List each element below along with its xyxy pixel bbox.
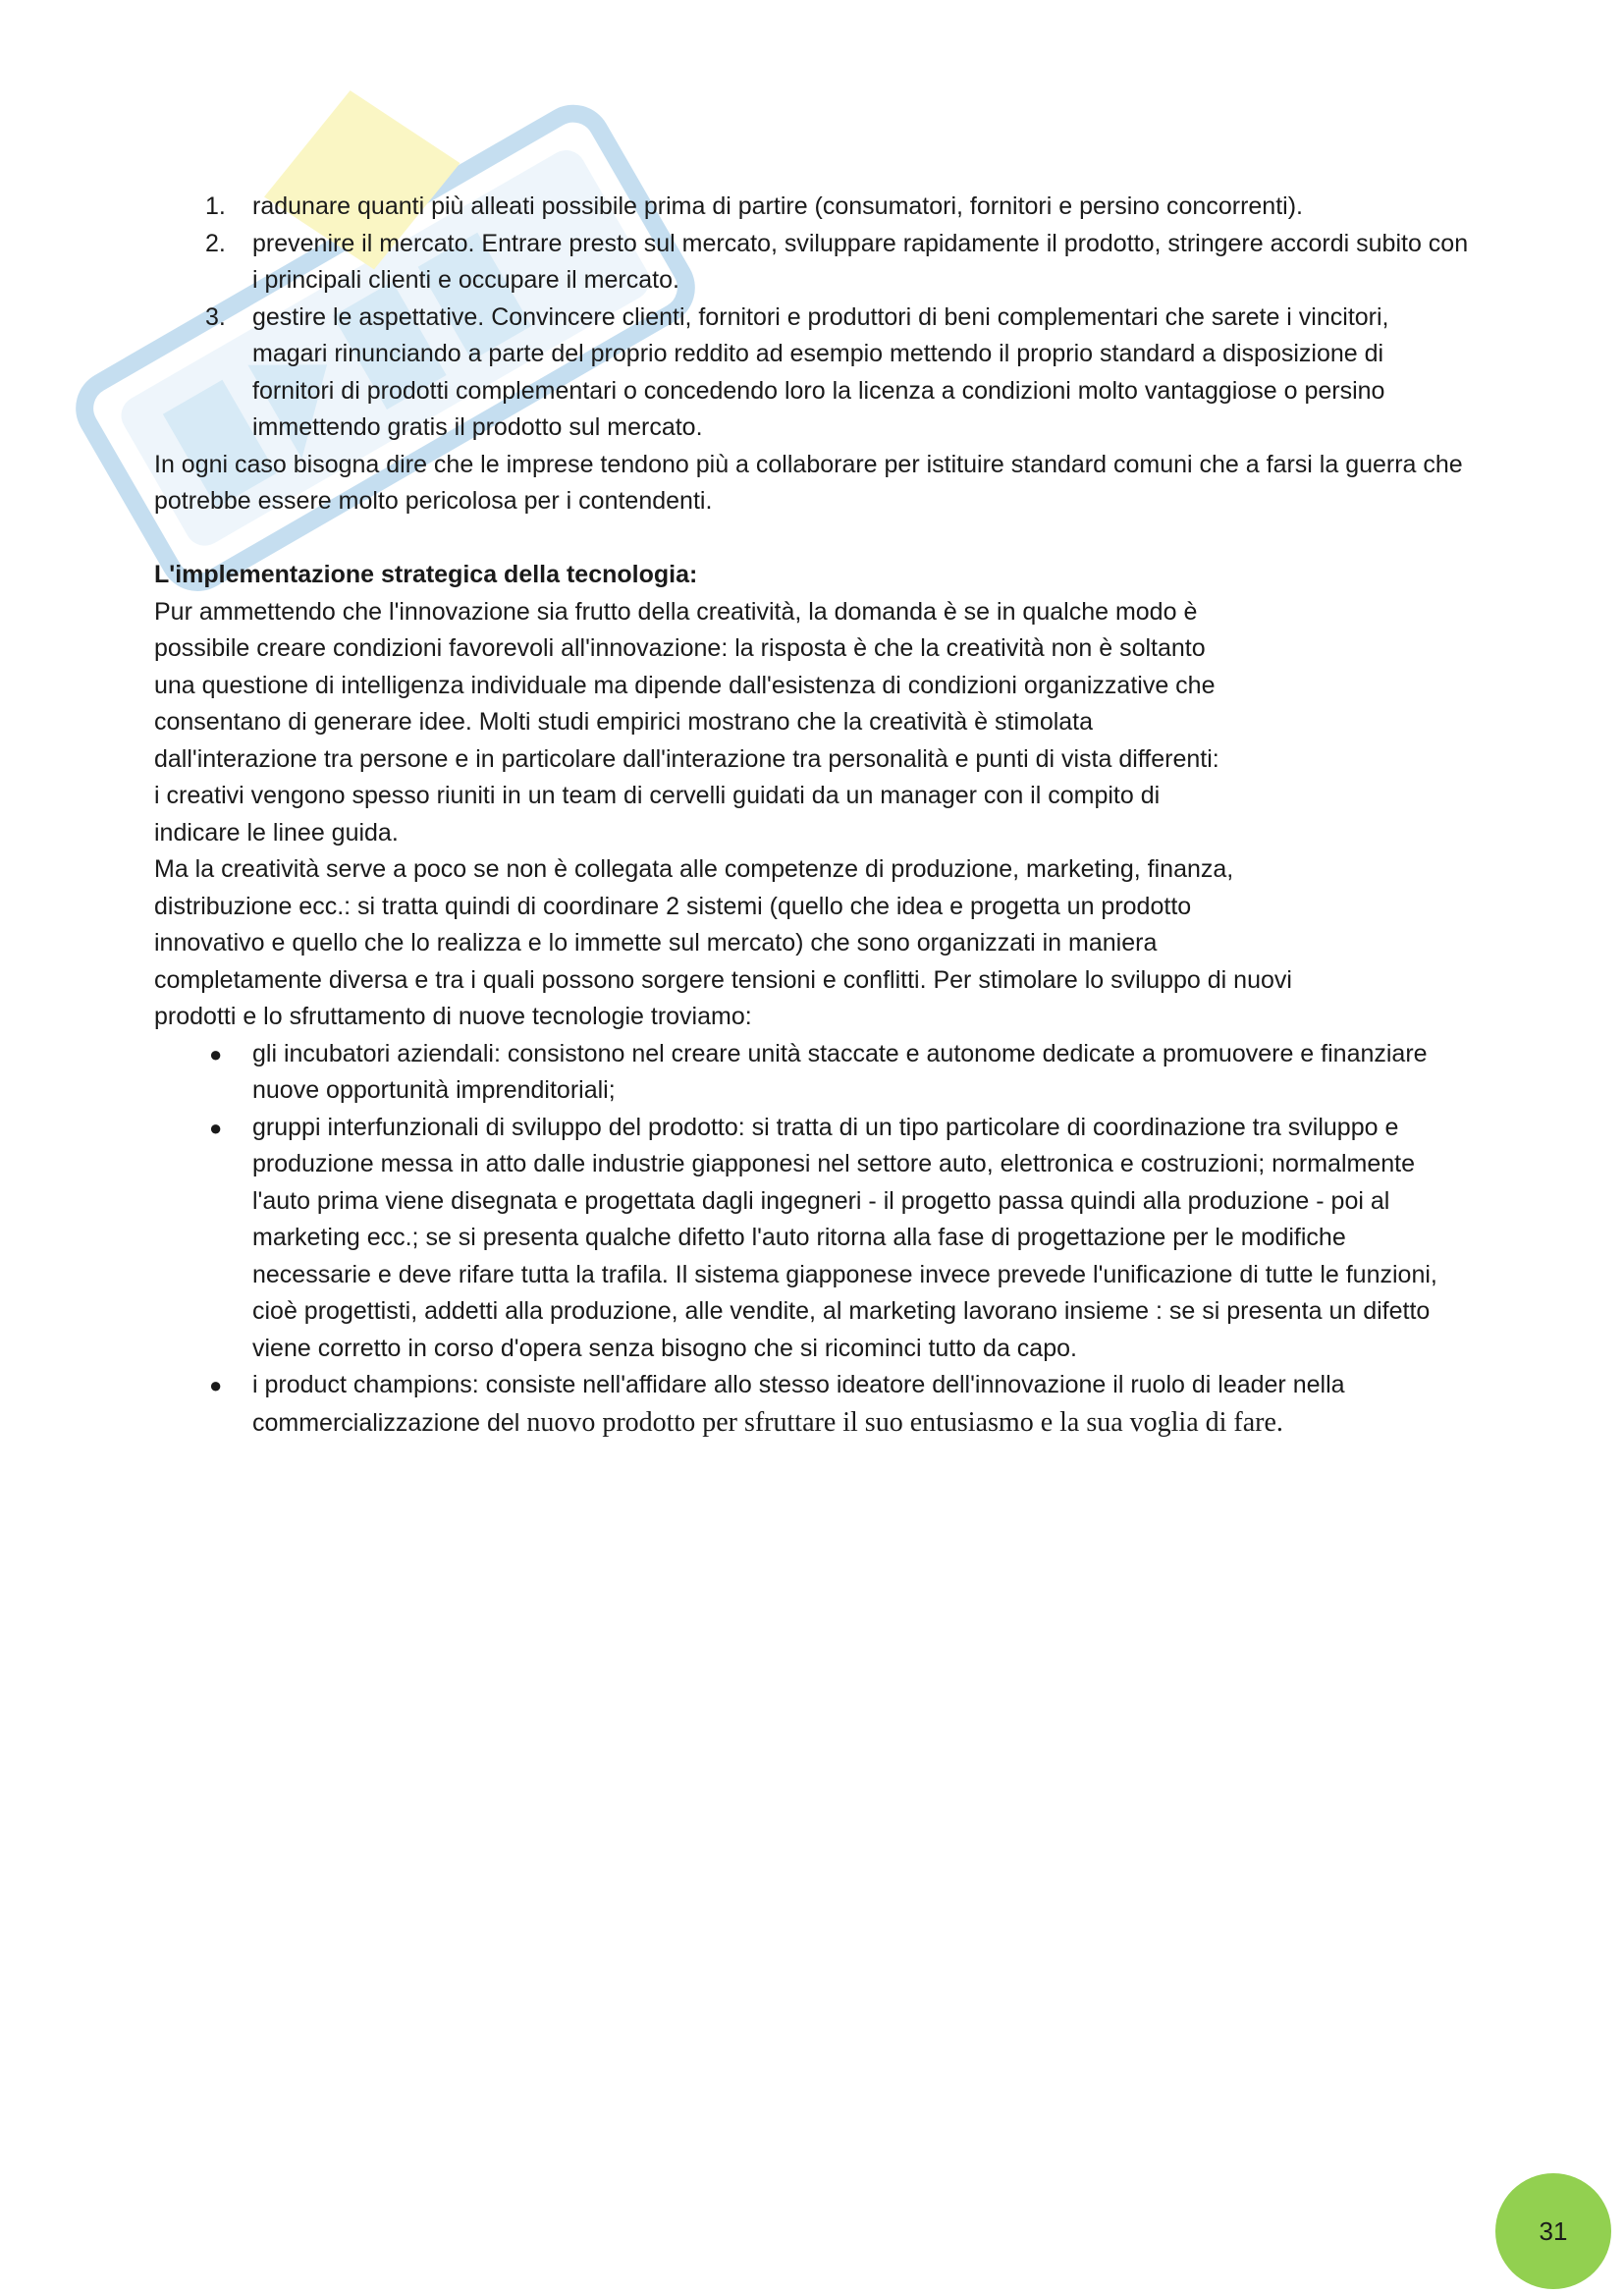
text-line: indicare le linee guida. bbox=[154, 818, 399, 847]
spacer bbox=[154, 520, 1470, 558]
list-number: 3. bbox=[205, 302, 226, 331]
text-line: i creativi vengono spesso riuniti in un team di cervelli guidati da un manager con il compito di bbox=[154, 782, 1161, 809]
bullet-item bbox=[154, 1036, 1470, 1110]
bullet-item bbox=[154, 1367, 1470, 1442]
list-item bbox=[154, 189, 1470, 226]
text-line: una questione di intelligenza individuale ma dipende dall'esistenza di condizioni organizzative che bbox=[154, 671, 1216, 699]
text-line: consentano di generare idee. Molti studi empirici mostrano che la creatività è stimolata bbox=[154, 708, 1094, 736]
list-item bbox=[154, 226, 1470, 300]
bullet-icon: ● bbox=[209, 1041, 223, 1066]
paragraph-standards: In ogni caso bisogna dire che le imprese tendono più a collaborare per istituire standard comuni che a farsi la guerra che potrebbe essere molto pericolosa per i contendenti. bbox=[154, 450, 1463, 515]
page-content bbox=[154, 189, 1470, 1442]
list-item-text: radunare quanti più alleati possibile prima di partire (consumatori, fornitori e persino concorrenti). bbox=[252, 192, 1303, 220]
text-line: Ma la creatività serve a poco se non è collegata alle competenze di produzione, marketing, finanza, bbox=[154, 855, 1234, 883]
text-line: distribuzione ecc.: si tratta quindi di coordinare 2 sistemi (quello che idea e progetta un prodotto bbox=[154, 892, 1192, 920]
section-heading: L'implementazione strategica della tecnologia: bbox=[154, 561, 698, 588]
bullet-text: gruppi interfunzionali di sviluppo del prodotto: si tratta di un tipo particolare di coordinazione tra sviluppo e produzione messa in atto dalle industrie giapponesi nel settore auto, elettronica e costruzioni; normalmente l'auto prima viene disegnata e progettata dagli ingegneri - il progetto passa quindi alla produzione - poi al marketing ecc.; se si presenta qualche difetto l'auto ritorna alla fase di progettazione per le modifiche necessarie e deve rifare tutta la trafila. Il sistema giapponese invece prevede l'unificazione di tutte le funzioni, cioè progettisti, addetti alla produzione, alle vendite, al marketing lavorano insieme : se si presenta un difetto viene corretto in corso d'opera senza bisogno che si ricominci tutto da capo. bbox=[252, 1113, 1437, 1362]
bullet-icon: ● bbox=[209, 1115, 223, 1140]
paragraph-creativity bbox=[154, 594, 1470, 852]
page-number: 31 bbox=[1539, 2215, 1568, 2246]
list-number: 1. bbox=[205, 192, 226, 220]
bullet-item bbox=[154, 1110, 1470, 1368]
text-line: completamente diversa e tra i quali possono sorgere tensioni e conflitti. Per stimolare lo sviluppo di nuovi bbox=[154, 965, 1292, 994]
paragraph-coordination bbox=[154, 851, 1470, 1036]
list-item-text: gestire le aspettative. Convincere clienti, fornitori e produttori di beni complementari che sarete i vincitori, magari rinunciando a parte del proprio reddito ad esempio mettendo il proprio standard a disposizione di fornitori di prodotti complementari o concedendo loro la licenza a condizioni molto vantaggiose o persino immettendo gratis il prodotto sul mercato. bbox=[252, 302, 1389, 441]
page-number-badge bbox=[1495, 2173, 1611, 2289]
bullet-text-serif: nuovo prodotto per sfruttare il suo entusiasmo e la sua voglia di fare. bbox=[519, 1406, 1283, 1438]
bullet-text: i product champions: consiste nell'affidare allo stesso ideatore dell'innovazione il ruolo di leader nella commercializzazione del bbox=[252, 1371, 1345, 1437]
text-line: Pur ammettendo che l'innovazione sia frutto della creatività, la domanda è se in qualche modo è bbox=[154, 597, 1198, 626]
text-line: dall'interazione tra persone e in particolare dall'interazione tra personalità e punti di vista differenti: bbox=[154, 744, 1219, 773]
text-line: innovativo e quello che lo realizza e lo immette sul mercato) che sono organizzati in maniera bbox=[154, 929, 1158, 957]
text-line: possibile creare condizioni favorevoli all'innovazione: la risposta è che la creatività non è soltanto bbox=[154, 634, 1206, 662]
bullet-text: gli incubatori aziendali: consistono nel creare unità staccate e autonome dedicate a promuovere e finanziare nuove opportunità imprenditoriali; bbox=[252, 1039, 1428, 1104]
list-number: 2. bbox=[205, 229, 226, 257]
list-item-text: prevenire il mercato. Entrare presto sul mercato, sviluppare rapidamente il prodotto, stringere accordi subito con i principali clienti e occupare il mercato. bbox=[252, 229, 1469, 294]
bullet-icon: ● bbox=[209, 1373, 223, 1397]
list-item bbox=[154, 300, 1470, 447]
text-line: prodotti e lo sfruttamento di nuove tecnologie troviamo: bbox=[154, 1003, 752, 1030]
